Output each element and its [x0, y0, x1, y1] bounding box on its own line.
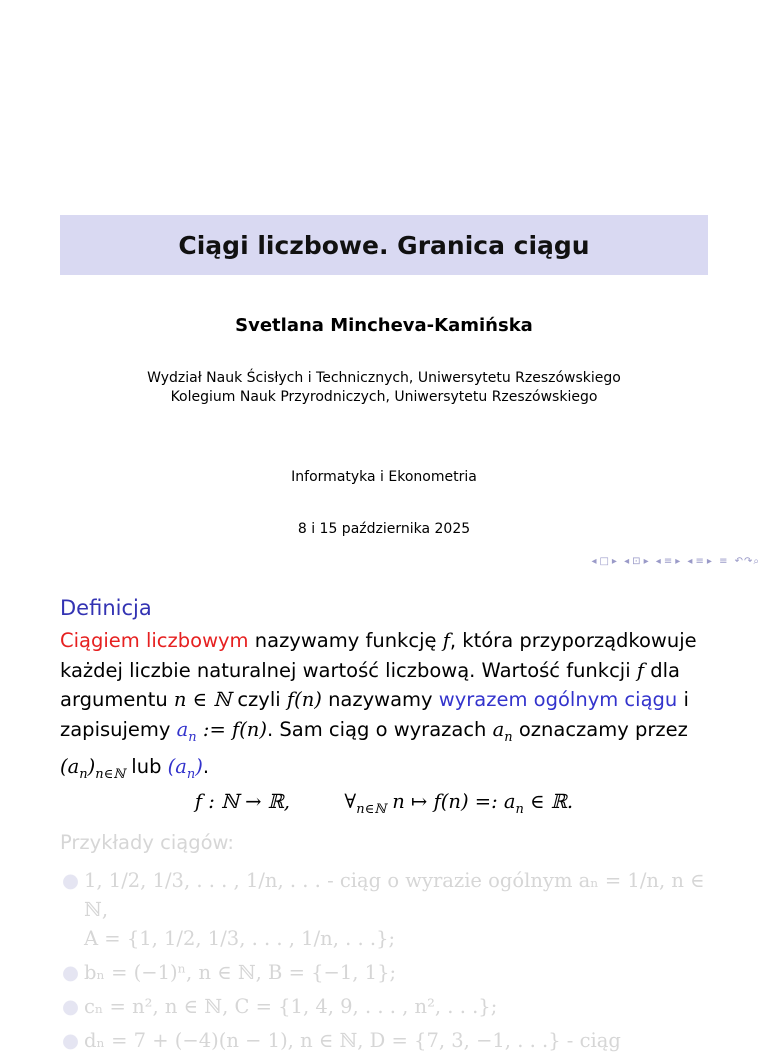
nav-prev-icon[interactable]: ◂	[591, 556, 598, 567]
institution-line-1: Wydział Nauk Ścisłych i Technicznych, Uniwersytetu Rzeszówskiego	[147, 370, 621, 386]
definition-slide	[0, 576, 768, 1052]
bullet-icon: ●	[62, 961, 80, 984]
bullet-icon: ●	[62, 869, 80, 892]
slide-title: Ciągi liczbowe. Granica ciągu	[178, 230, 590, 260]
nav-next-icon[interactable]: ▸	[675, 556, 682, 567]
institution-line-2: Kolegium Nauk Przyrodniczych, Uniwersytetu Rzeszówskiego	[170, 389, 598, 405]
block-title: Definicja	[60, 596, 152, 620]
examples-title: Przykłady ciągów:	[60, 831, 234, 854]
term-general-term: wyrazem ogólnym ciągu	[438, 688, 678, 711]
nav-next-icon[interactable]: ▸	[611, 556, 618, 567]
beamer-navigation-bar[interactable]	[589, 556, 760, 567]
nav-subsection-icon[interactable]: ⊡	[632, 556, 642, 567]
sequence-short-notation: $(a_n)$	[167, 754, 203, 782]
lecture-date: 8 i 15 października 2025	[297, 521, 471, 537]
nav-prev-icon[interactable]: ◂	[687, 556, 694, 567]
sequence-notation: $(a_n)_{n\in ℕ}$	[60, 754, 126, 782]
nav-frame-icon[interactable]: □	[599, 556, 610, 567]
nav-align-icon[interactable]: ≡	[719, 556, 729, 567]
list-item: ● cₙ = n², n ∈ ℕ, C = {1, 4, 9, . . . , n², . . .};	[84, 992, 724, 1021]
nav-prev-icon[interactable]: ◂	[624, 556, 631, 567]
title-banner	[60, 215, 708, 275]
examples-list	[62, 866, 724, 1060]
nav-document-icon[interactable]: ≡	[695, 556, 705, 567]
nav-next-icon[interactable]: ▸	[643, 556, 650, 567]
display-formula: f : ℕ → ℝ, $\forall_{n\in ℕ}$ n ↦ f(n) =: $a_n$ ∈ ℝ.	[194, 790, 574, 817]
nav-back-forward-search-icon[interactable]: ↶↷⌕	[734, 556, 760, 567]
definition-text: Ciągiem liczbowym nazywamy funkcję f, która przyporządkowuje każdej liczbie naturalnej wartość liczbową. Wartość funkcji f dla argumentu n ∈ ℕ czyli f(n) nazywamy wyrazem ogólnym ciągu i zapisujemy $a_n$ := f(n). Sam ciąg o wyrazach $a_n$ oznaczamy przez $(a_n)_{n\in ℕ}$ lub $(a_n)$.	[60, 629, 697, 782]
nav-next-icon[interactable]: ▸	[706, 556, 713, 567]
author-name: Svetlana Mincheva-Kamińska	[235, 315, 533, 336]
general-term-symbol: $a_n$	[176, 717, 197, 745]
nav-prev-icon[interactable]: ◂	[655, 556, 662, 567]
list-item: ● 1, 1/2, 1/3, . . . , 1/n, . . . - ciąg o wyrazie ogólnym aₙ = 1/n, n ∈ ℕ, A = {1, 1/2, 1/3, . . . , 1/n, . . .};	[84, 866, 724, 953]
term-sequence: Ciągiem liczbowym	[60, 629, 249, 652]
course-name: Informatyka i Ekonometria	[291, 469, 477, 485]
bullet-icon: ●	[62, 1029, 80, 1052]
list-item: ● bₙ = (−1)ⁿ, n ∈ ℕ, B = {−1, 1};	[84, 958, 724, 987]
institution	[0, 369, 768, 407]
list-item: ● dₙ = 7 + (−4)(n − 1), n ∈ ℕ, D = {7, 3, −1, . . .} - ciąg	[84, 1026, 724, 1055]
bullet-icon: ●	[62, 995, 80, 1018]
nav-section-icon[interactable]: ≡	[663, 556, 674, 567]
